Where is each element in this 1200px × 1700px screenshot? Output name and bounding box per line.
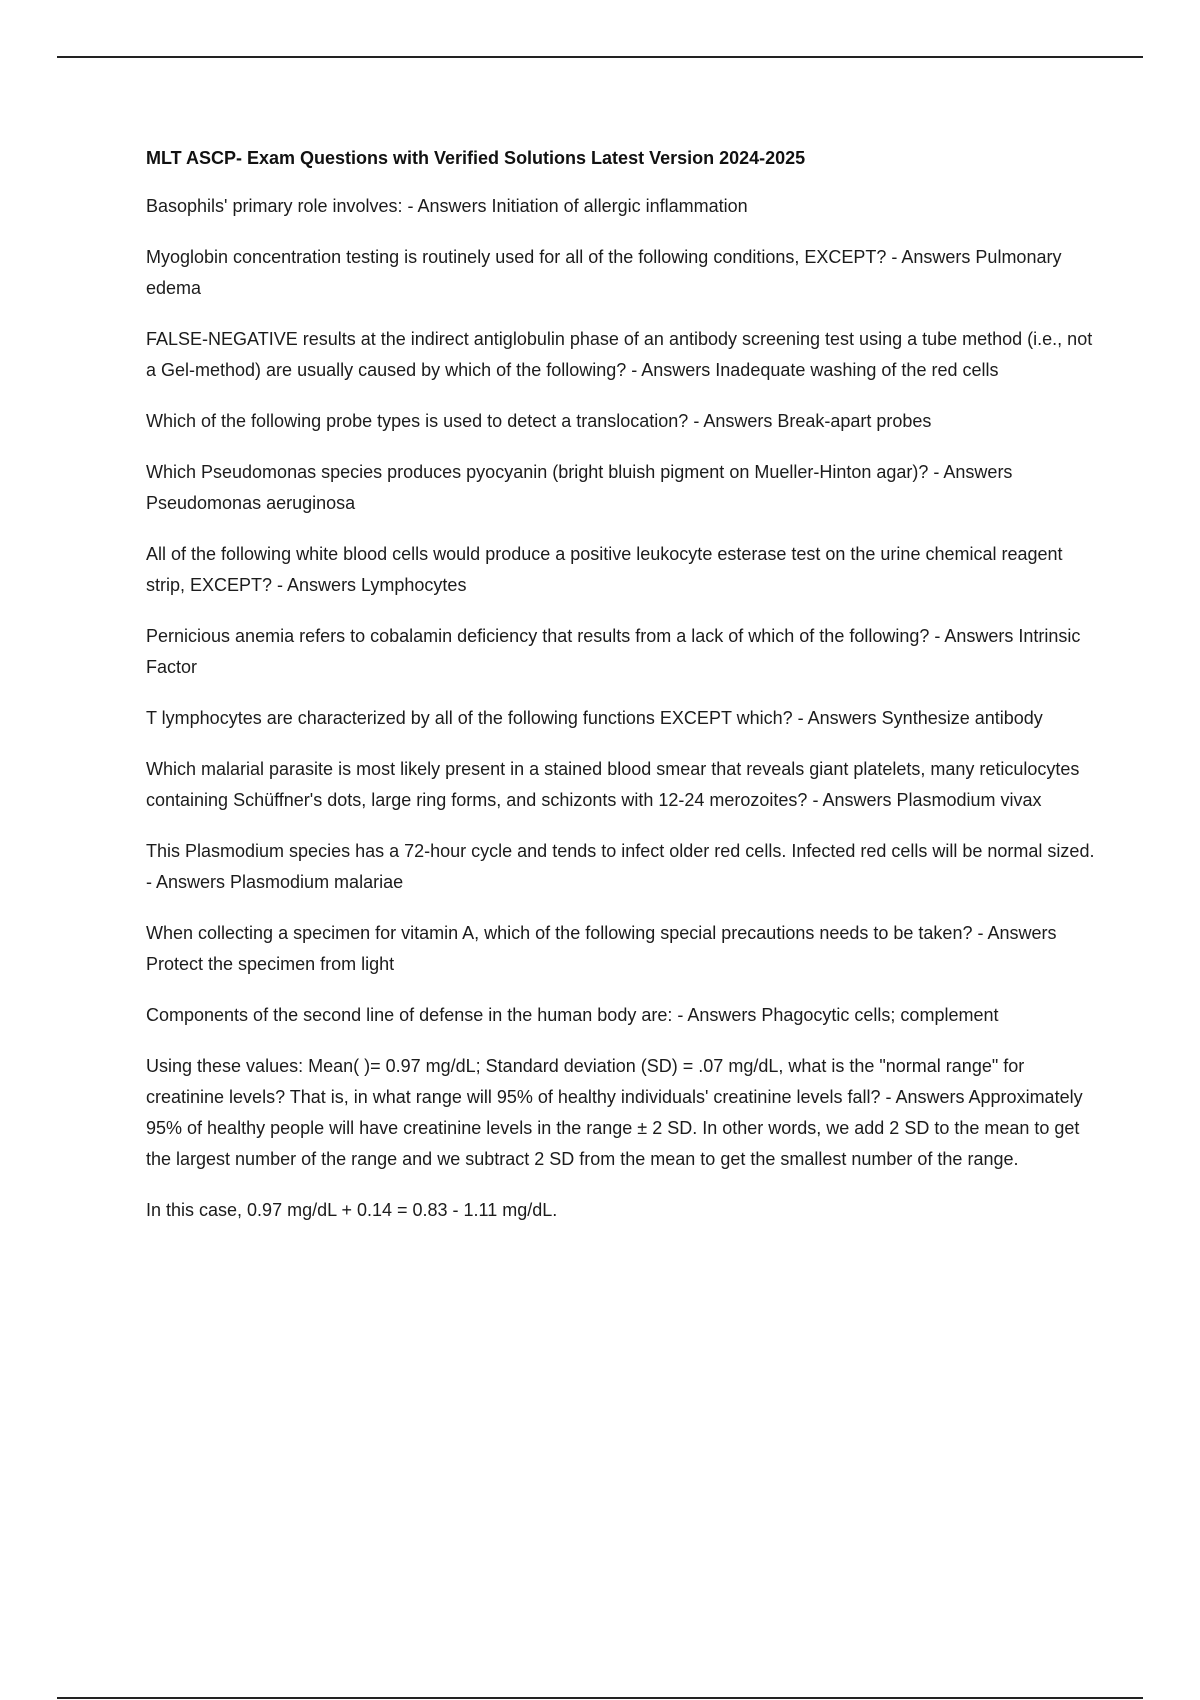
qa-paragraph: T lymphocytes are characterized by all of the following functions EXCEPT which? - Answers Synthesize antibody [146, 708, 1043, 728]
bottom-rule [57, 1697, 1143, 1699]
qa-paragraph: All of the following white blood cells would produce a positive leukocyte esterase test on the urine chemical reagent strip, EXCEPT? - Answers Lymphocytes [146, 544, 1063, 595]
qa-paragraph: Basophils' primary role involves: - Answers Initiation of allergic inflammation [146, 196, 748, 216]
top-rule [57, 56, 1143, 58]
document-body [146, 143, 1096, 1246]
qa-paragraph: Which of the following probe types is used to detect a translocation? - Answers Break-apart probes [146, 411, 932, 431]
qa-paragraph: This Plasmodium species has a 72-hour cycle and tends to infect older red cells. Infected red cells will be normal sized. - Answers Plasmodium malariae [146, 841, 1095, 892]
qa-paragraph: Using these values: Mean( )= 0.97 mg/dL; Standard deviation (SD) = .07 mg/dL, what is the "normal range" for creatinine levels? That is, in what range will 95% of healthy individuals' creatinine levels fall? - Answers Approximately 95% of healthy people will have creatinine levels in the range ± 2 SD. In other words, we add 2 SD to the mean to get the largest number of the range and we subtract 2 SD from the mean to get the smallest number of the range. [146, 1056, 1083, 1169]
document-title: MLT ASCP- Exam Questions with Verified Solutions Latest Version 2024-2025 [146, 148, 806, 168]
qa-paragraph: When collecting a specimen for vitamin A, which of the following special precautions needs to be taken? - Answers Protect the specimen from light [146, 923, 1057, 974]
qa-paragraph: Components of the second line of defense in the human body are: - Answers Phagocytic cells; complement [146, 1005, 999, 1025]
qa-paragraph: Pernicious anemia refers to cobalamin deficiency that results from a lack of which of the following? - Answers Intrinsic Factor [146, 626, 1081, 677]
qa-paragraph: Which Pseudomonas species produces pyocyanin (bright bluish pigment on Mueller-Hinton agar)? - Answers Pseudomonas aeruginosa [146, 462, 1013, 513]
qa-paragraph: Myoglobin concentration testing is routinely used for all of the following conditions, EXCEPT? - Answers Pulmonary edema [146, 247, 1062, 298]
qa-paragraph: In this case, 0.97 mg/dL + 0.14 = 0.83 - 1.11 mg/dL. [146, 1200, 558, 1220]
qa-paragraph: FALSE-NEGATIVE results at the indirect antiglobulin phase of an antibody screening test using a tube method (i.e., not a Gel-method) are usually caused by which of the following? - Answers Inadequate washing of the red cells [146, 329, 1093, 380]
qa-paragraph: Which malarial parasite is most likely present in a stained blood smear that reveals giant platelets, many reticulocytes containing Schüffner's dots, large ring forms, and schizonts with 12-24 merozoites? - Answers Plasmodium vivax [146, 759, 1080, 810]
